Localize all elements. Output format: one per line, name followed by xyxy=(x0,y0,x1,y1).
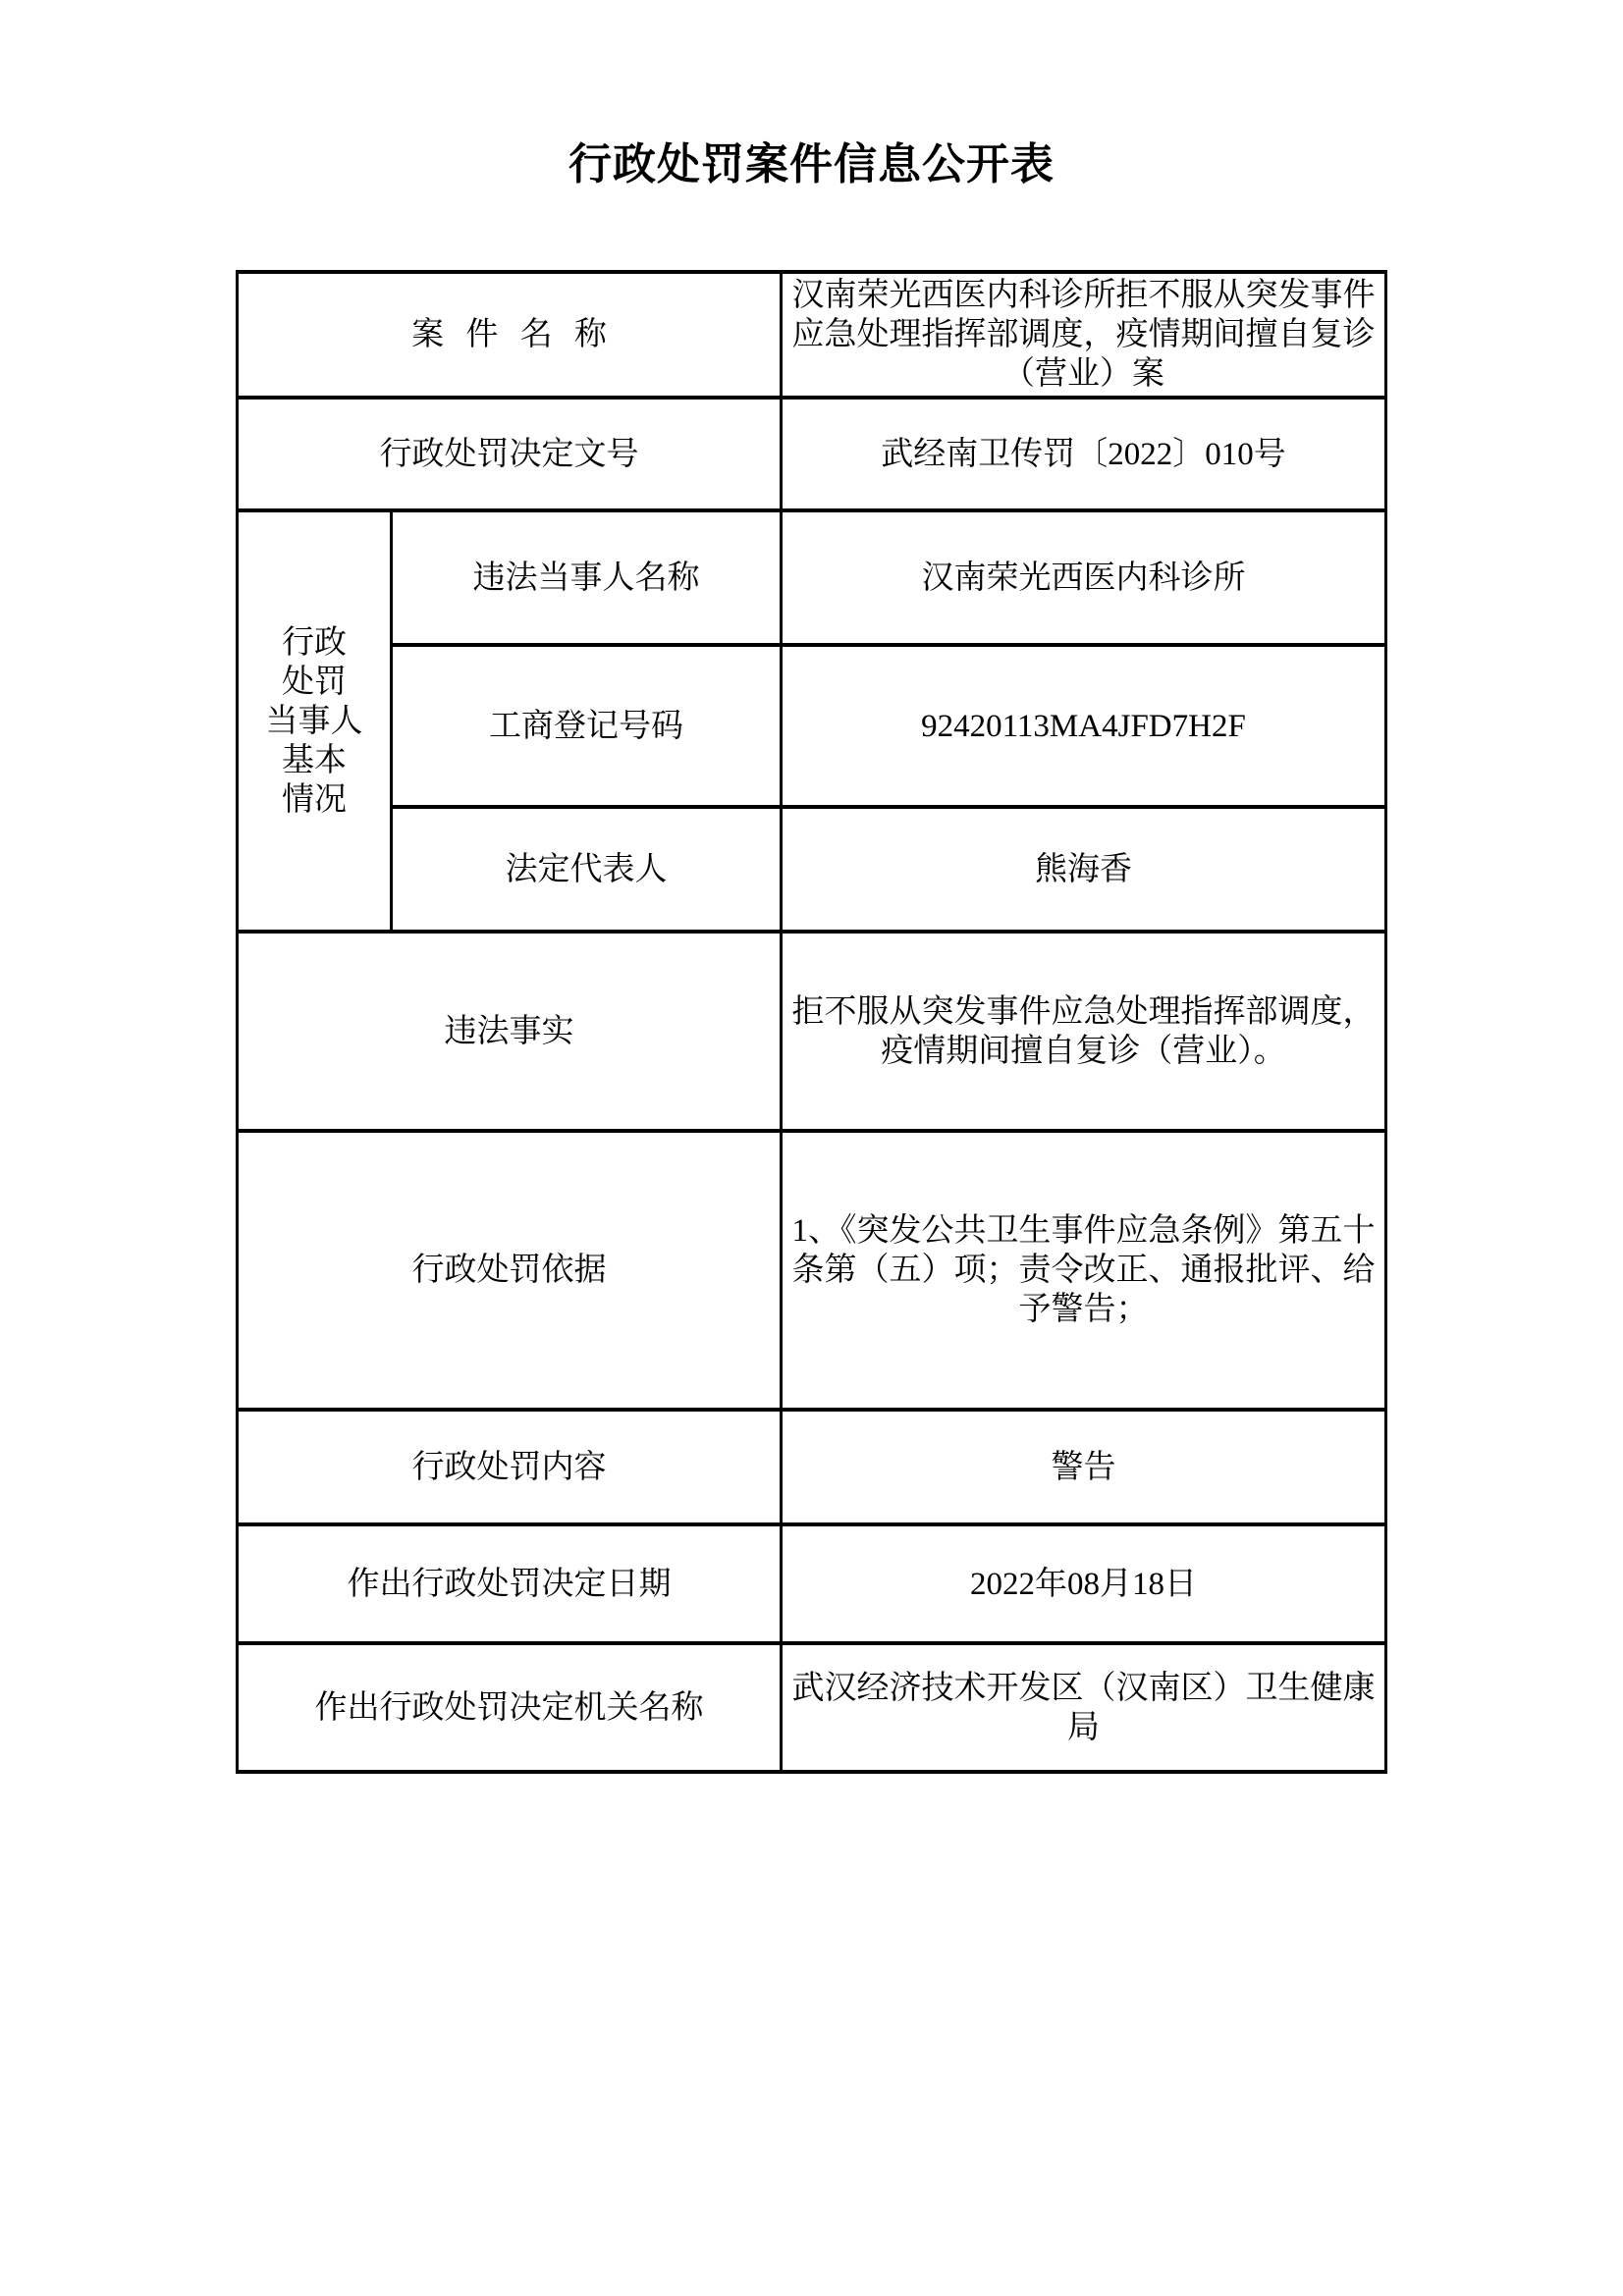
illegal-facts-label: 违法事实 xyxy=(238,932,782,1131)
party-basic-info-group-label xyxy=(238,510,392,932)
business-reg-no-value: 92420113MA4JFD7H2F xyxy=(782,645,1386,807)
case-name-value: 汉南荣光西医内科诊所拒不服从突发事件应急处理指挥部调度，疫情期间擅自复诊（营业）案 xyxy=(782,272,1386,398)
decision-authority-label: 作出行政处罚决定机关名称 xyxy=(238,1643,782,1772)
penalty-basis-label: 行政处罚依据 xyxy=(238,1131,782,1410)
group-label-line: 当事人 xyxy=(265,703,363,739)
group-label-line: 基本 xyxy=(282,742,347,778)
decision-authority-value: 武汉经济技术开发区（汉南区）卫生健康局 xyxy=(782,1643,1386,1772)
row-penalty-content xyxy=(238,1410,1386,1524)
row-business-reg-no xyxy=(238,645,1386,807)
party-name-value: 汉南荣光西医内科诊所 xyxy=(782,510,1386,645)
legal-representative-value: 熊海香 xyxy=(782,807,1386,932)
row-decision-date xyxy=(238,1524,1386,1643)
row-illegal-facts xyxy=(238,932,1386,1131)
penalty-content-value: 警告 xyxy=(782,1410,1386,1524)
row-case-name xyxy=(238,272,1386,398)
decision-date-value: 2022年08月18日 xyxy=(782,1524,1386,1643)
group-label-line: 情况 xyxy=(282,781,347,818)
case-name-label: 案 件 名 称 xyxy=(238,272,782,398)
decision-doc-no-label: 行政处罚决定文号 xyxy=(238,398,782,510)
decision-date-label: 作出行政处罚决定日期 xyxy=(238,1524,782,1643)
business-reg-no-label: 工商登记号码 xyxy=(392,645,782,807)
illegal-facts-value: 拒不服从突发事件应急处理指挥部调度，疫情期间擅自复诊（营业）。 xyxy=(782,932,1386,1131)
row-legal-representative xyxy=(238,807,1386,932)
row-party-name xyxy=(238,510,1386,645)
group-label-line: 行政 xyxy=(282,624,347,661)
page-title: 行政处罚案件信息公开表 xyxy=(568,140,1055,188)
decision-doc-no-value: 武经南卫传罚〔2022〕010号 xyxy=(782,398,1386,510)
legal-representative-label: 法定代表人 xyxy=(392,807,782,932)
party-name-label: 违法当事人名称 xyxy=(392,510,782,645)
row-decision-authority xyxy=(238,1643,1386,1772)
row-penalty-basis xyxy=(238,1131,1386,1410)
group-label-line: 处罚 xyxy=(282,664,347,700)
row-decision-doc-no xyxy=(238,398,1386,510)
penalty-info-table xyxy=(236,270,1387,1774)
penalty-basis-value: 1、《突发公共卫生事件应急条例》第五十条第（五）项；责令改正、通报批评、给予警告； xyxy=(782,1131,1386,1410)
penalty-content-label: 行政处罚内容 xyxy=(238,1410,782,1524)
